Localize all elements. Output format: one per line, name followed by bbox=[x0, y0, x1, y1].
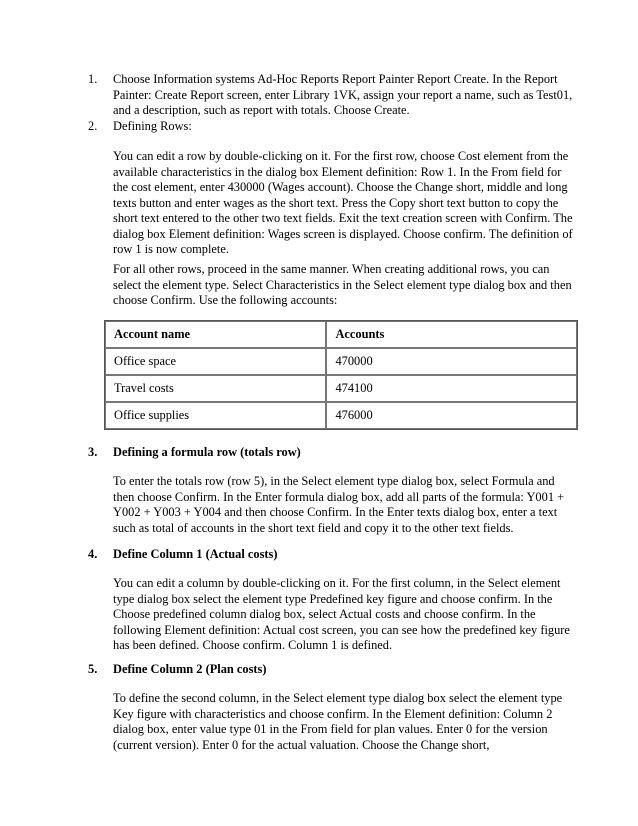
section-4-text: You can edit a column by double-clicking on it. For the first column, in the Select element type dialog box select the element type Predefined key figure and choose confirm. In the Choose predefined column dialog box, select Actual costs and choose confirm. In the following Element definition: Actual cost screen, you can see how the predefined key figure has been defined. Choose confirm. Column 1 is defined. bbox=[113, 576, 570, 652]
table-cell: Travel costs bbox=[105, 375, 326, 402]
table-header-cell: Account name bbox=[105, 321, 326, 348]
section-number: 4. bbox=[88, 547, 98, 561]
section-5-text: To define the second column, in the Select element type dialog box select the element type Key figure with characteristics and choose confirm. In the Element definition: Column 2 dialog box, enter value type 01 in the From field for plan values. Enter 0 for the version (current version). Enter 0 for the actual valuation. Choose the Change short, bbox=[113, 691, 563, 752]
section-heading: Define Column 1 (Actual costs) bbox=[113, 547, 278, 561]
table-cell: Office supplies bbox=[105, 402, 326, 429]
list-number: 1. bbox=[88, 72, 98, 86]
list-item-text: Defining Rows: bbox=[113, 119, 192, 133]
table-cell: 470000 bbox=[326, 348, 577, 375]
table-header-cell: Accounts bbox=[326, 321, 577, 348]
list-item-text: Choose Information systems Ad-Hoc Reports Report Painter Report Create. In the Report Painter: Create Report screen, enter Library 1VK, assign your report a name, such as Test01, and a description, such as report with totals. Choose Create. bbox=[113, 72, 573, 117]
table-cell: Office space bbox=[105, 348, 326, 375]
table-row bbox=[105, 402, 577, 429]
rows-paragraph-1: You can edit a row by double-clicking on it. For the first row, choose Cost element from the available characteristics in the dialog box Element definition: Row 1. In the From field for the cost element, enter 430000 (Wages account). Choose the Change short, middle and long texts button and enter wages as the short text. Press the Copy short text button to copy the short text entered to the other two text fields. Exit the text creation screen with Confirm. The dialog box Element definition: Wages screen is displayed. Choose confirm. The definition of row 1 is now complete. bbox=[113, 149, 573, 256]
table-cell: 476000 bbox=[326, 402, 577, 429]
table-row bbox=[105, 348, 577, 375]
section-number: 3. bbox=[88, 445, 98, 459]
list-number: 2. bbox=[88, 119, 98, 133]
section-number: 5. bbox=[88, 662, 98, 676]
accounts-table bbox=[104, 320, 578, 430]
table-row bbox=[105, 375, 577, 402]
section-heading: Defining a formula row (totals row) bbox=[113, 445, 301, 459]
section-3-text: To enter the totals row (row 5), in the Select element type dialog box, select Formula and then choose Confirm. In the Enter formula dialog box, add all parts of the formula: Y001 + Y002 + Y003 + Y004 and then choose Confirm. In the Enter texts dialog box, enter a text such as total of accounts in the short text field and copy it to the other text fields. bbox=[113, 474, 565, 535]
table-header-row bbox=[105, 321, 577, 348]
rows-paragraph-2: For all other rows, proceed in the same manner. When creating additional rows, you can select the element type. Select Characteristics in the Select element type dialog box and then choose Confirm. Use the following accounts: bbox=[113, 262, 572, 307]
table-cell: 474100 bbox=[326, 375, 577, 402]
section-heading: Define Column 2 (Plan costs) bbox=[113, 662, 267, 676]
